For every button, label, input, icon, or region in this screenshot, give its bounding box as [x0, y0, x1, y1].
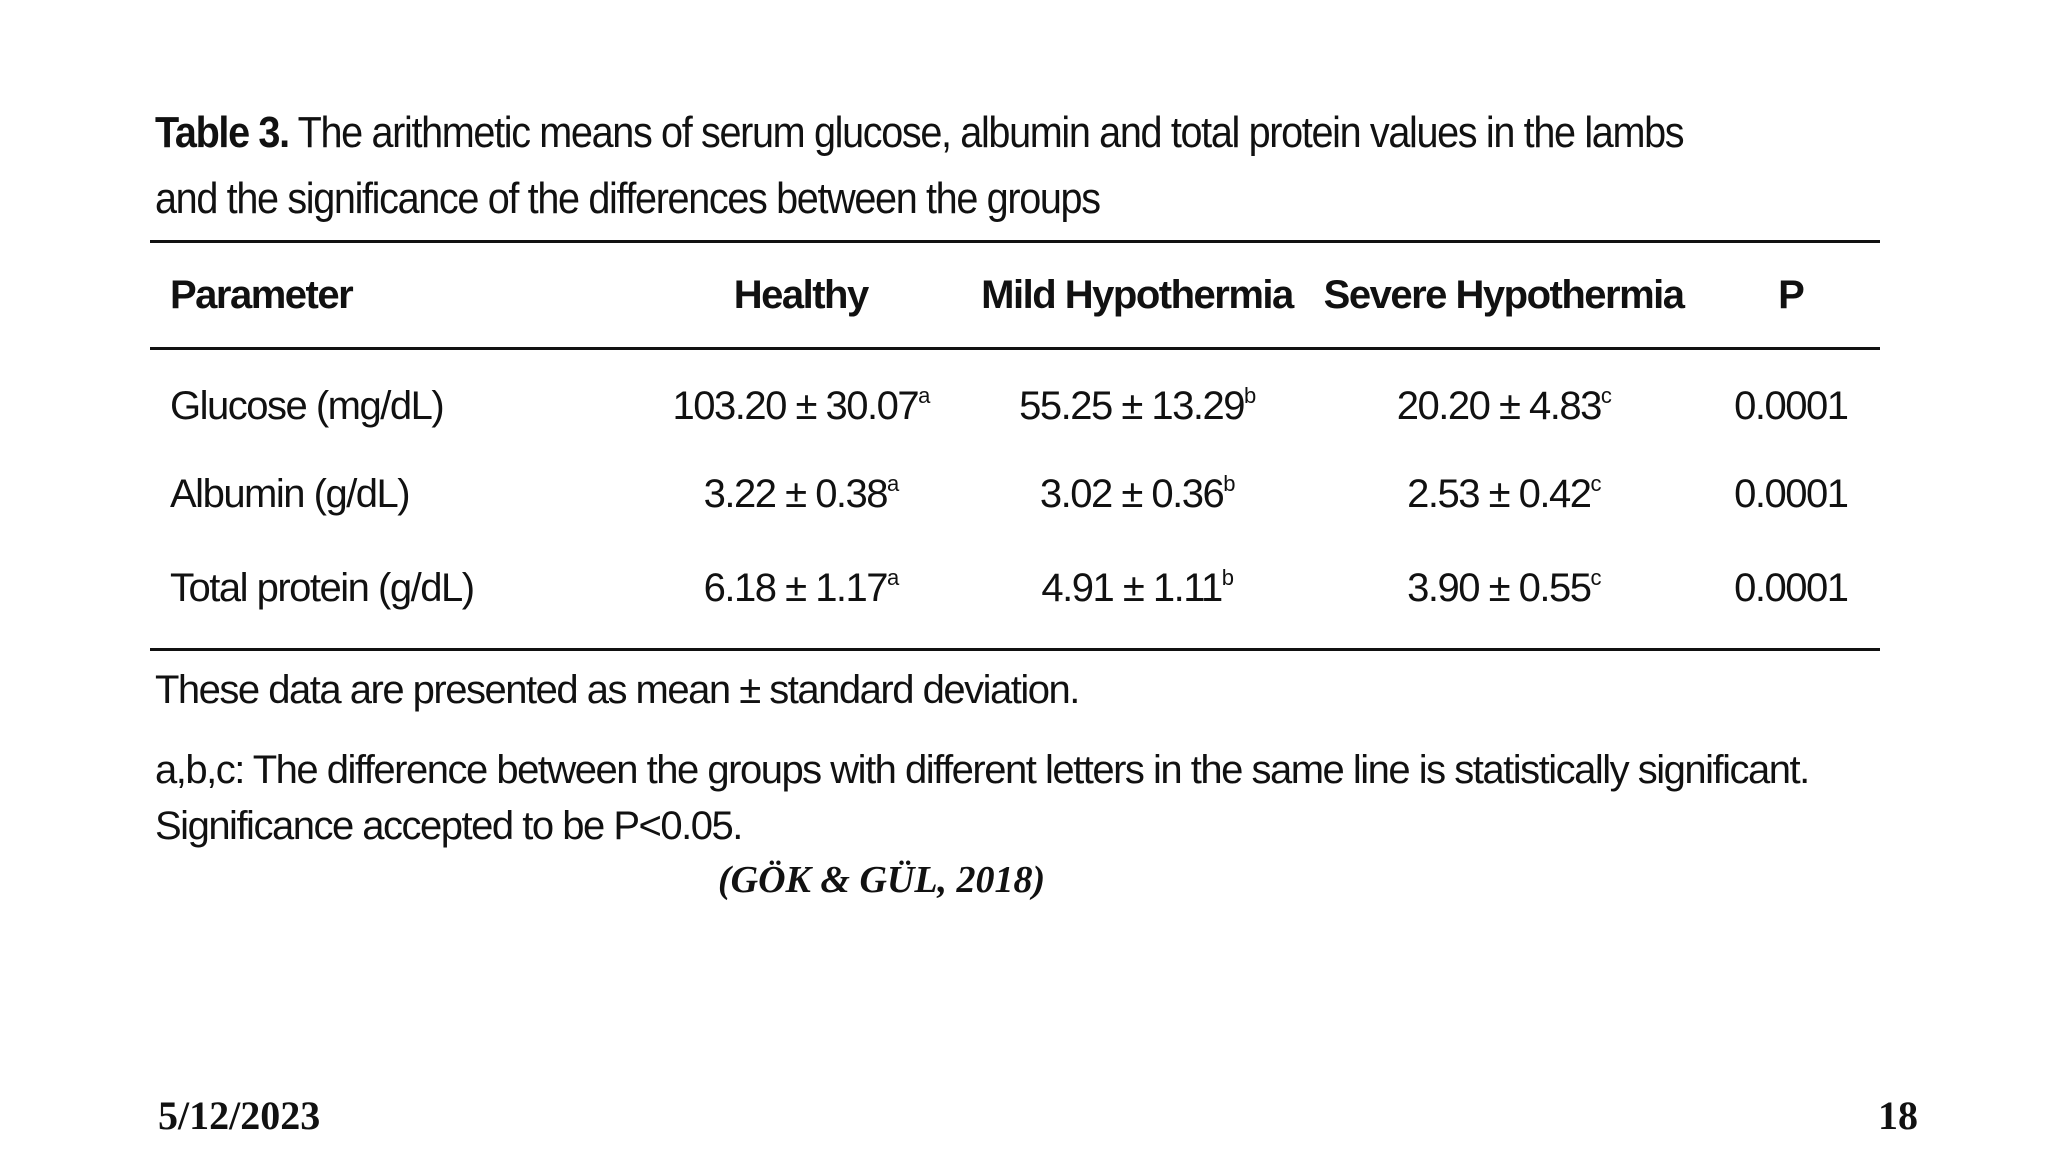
cell-severe: 3.90 ± 0.55$^c$ — [1306, 538, 1702, 650]
cell-p: 0.0001 — [1734, 471, 1848, 516]
cell-mild: 55.25 ± 13.29$^b$ — [1019, 382, 1255, 428]
cell-p: 0.0001 — [1734, 383, 1848, 428]
cell-p: 0.0001 — [1702, 538, 1880, 650]
cell-parameter: Glucose (mg/dL) — [170, 383, 444, 428]
footer-date: 5/12/2023 — [158, 1093, 321, 1138]
cell-parameter: Albumin (g/dL) — [170, 471, 410, 516]
table-caption — [155, 100, 1721, 232]
data-table — [150, 240, 1880, 651]
header-severe-hypothermia: Severe Hypothermia — [1306, 242, 1702, 349]
header-parameter: Parameter — [150, 242, 633, 349]
table-note-significance: a,b,c: The difference between the groups with different letters in the same line is statistically significant. Significance accepted to be P<0.05. — [155, 748, 1809, 848]
table-row — [150, 538, 1880, 650]
page-number: 18 — [1878, 1093, 1918, 1138]
cell-healthy: 6.18 ± 1.17$^a$ — [633, 538, 968, 650]
cell-parameter: Total protein (g/dL) — [150, 538, 633, 650]
caption-label: Table 3. — [155, 108, 289, 157]
header-p: P — [1702, 242, 1880, 349]
table-note-format: These data are presented as mean ± standard deviation. — [155, 668, 1079, 712]
cell-mild: 4.91 ± 1.11$^b$ — [968, 538, 1305, 650]
header-healthy: Healthy — [633, 242, 968, 349]
data-table-container — [150, 240, 1880, 651]
cell-mild: 3.02 ± 0.36$^b$ — [1039, 470, 1235, 516]
citation: (GÖK & GÜL, 2018) — [718, 859, 1046, 901]
cell-healthy: 3.22 ± 0.38$^a$ — [703, 470, 898, 516]
caption-text: The arithmetic means of serum glucose, albumin and total protein values in the lambs and the significance of the differences between the groups — [155, 108, 1684, 223]
header-mild-hypothermia: Mild Hypothermia — [968, 242, 1305, 349]
cell-severe: 20.20 ± 4.83$^c$ — [1396, 382, 1611, 428]
table-header-row — [150, 242, 1880, 349]
table-row — [150, 450, 1880, 538]
cell-healthy: 103.20 ± 30.07$^a$ — [672, 382, 929, 428]
cell-severe: 2.53 ± 0.42$^c$ — [1407, 470, 1601, 516]
table-row — [150, 349, 1880, 451]
